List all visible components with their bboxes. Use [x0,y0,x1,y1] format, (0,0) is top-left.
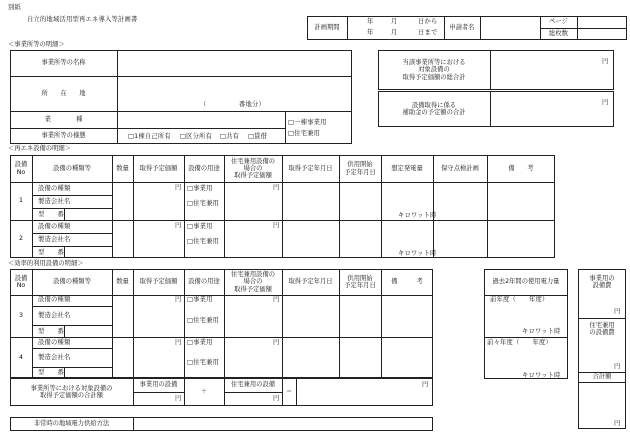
sum-label: 事業所等における対象設備の 取得予定価額の合計額 [30,384,113,399]
applicant-name-field[interactable] [481,17,539,39]
eff-header-remarks: 備 考 [391,278,423,286]
eff-row-no: 3 [18,312,23,320]
housing-equipment-yen: 円 [273,395,280,402]
sum-total-yen: 円 [422,381,429,388]
prev-year-kwh: キロワット時 [522,328,561,335]
row-label-type: 設備の種類 [38,296,71,303]
past-usage-header: 過去2年間の使用電力量 [492,278,560,286]
row-label-type: 設備の種類 [38,339,71,346]
usage-option-housing[interactable]: □住宅兼用 [187,317,220,324]
building-option-business[interactable]: □一棟事業用 [288,119,327,126]
facility-section-title: ＜事業所等の明細＞ [8,41,65,48]
business-type-label: 業 種 [44,115,83,123]
month-label-2: 月 [391,29,398,36]
subsidy-label: 設備取得に係る 補助金の予定額の合計 [402,101,466,116]
gen-kwh: キロワット時 [398,250,437,257]
usage-option-business[interactable]: □事業用 [187,223,213,230]
form-option-shared[interactable]: □共有 [220,133,240,140]
from-day-label: 日から [418,18,438,25]
building-option-housing[interactable]: □住宅兼用 [288,130,321,137]
year-label-2: 年 [367,29,374,36]
form-option-rent[interactable]: □賃借 [248,133,268,140]
form-option-section[interactable]: □区分所有 [180,133,213,140]
eff-header-no: 設備 No [14,274,28,289]
total-yen: 円 [614,420,621,427]
month-label: 月 [391,18,398,25]
row-label-maker: 製造会社名 [38,354,71,361]
eff-header-shared-cost: 住宅兼用設備の 場合の 取得予定価額 [230,271,276,293]
total-cost-field[interactable] [491,51,596,89]
business-type-field[interactable] [118,112,284,127]
page-label: ページ [549,18,568,26]
ren-header-maint: 保守点検計画 [441,164,479,172]
year-label: 年 [367,18,374,25]
total-cost-label: 当該事業所等における 対象設備の 取得予定価額の総合計 [402,59,466,81]
facility-name-label: 事業所等の名称 [41,59,86,67]
row-label-model: 型 番 [38,369,64,376]
page-field[interactable] [578,17,626,27]
ren-header-start-date: 供用開始 予定年月日 [344,161,376,176]
ren-header-no: 設備 No [14,161,28,176]
prev2-year-kwh: キロワット時 [522,372,561,379]
ren-row-no: 1 [18,197,23,205]
row-label-model: 型 番 [38,249,64,256]
row-label-maker: 製造会社名 [38,312,71,319]
total-label: 合計額 [592,373,612,381]
usage-option-housing[interactable]: □住宅兼用 [187,238,220,245]
total-pages-field[interactable] [578,29,626,39]
biz-equipment-yen: 円 [175,395,182,402]
address-hint: （ 番地分） [200,101,265,108]
form-option-own[interactable]: □1棟自己所有 [128,133,171,140]
row-label-type: 設備の種類 [38,223,71,230]
usage-option-housing[interactable]: □住宅兼用 [187,359,220,366]
eff-header-start-date: 供用開始 予定年月日 [344,274,376,289]
plus-sign: ＋ [200,388,208,396]
renewable-section-title: ＜再エネ設備の明細＞ [8,145,71,152]
prev2-year-label: 前々年度（ 年度） [487,339,552,346]
attachment-label: 別紙 [8,4,21,11]
cost-yen: 円 [175,184,182,191]
plan-period-label: 計画期間 [314,24,340,32]
emergency-label: 非常時の地域電力供給方法 [33,420,110,428]
biz-cost-header: 事業用の 設備費 [589,274,615,289]
cost-yen: 円 [175,296,182,303]
cost-yen: 円 [175,222,182,229]
eff-row-no: 4 [18,353,23,361]
subsidy-yen: 円 [602,99,609,106]
cost-yen: 円 [175,339,182,346]
housing-equipment-label: 住宅兼用の設備 [230,381,276,389]
address-label: 所 在 地 [41,89,86,97]
row-label-model: 型 番 [38,328,64,335]
shared-cost-yen: 円 [273,184,280,191]
ren-row-no: 2 [18,235,23,243]
eff-header-acq-date: 取得予定年月日 [288,278,333,286]
housing-cost-label: 住宅兼用 の設備費 [589,321,615,336]
applicant-label: 申請者名 [449,24,475,32]
ren-header-cost: 取得予定価額 [139,164,178,172]
housing-cost-yen: 円 [614,363,621,370]
eff-header-cost: 取得予定価額 [139,278,178,286]
row-label-maker: 製造会社名 [38,236,71,243]
gen-kwh: キロワット時 [398,212,437,219]
eff-header-qty: 数量 [116,278,129,286]
efficiency-section-title: ＜効率的利用設備の明細＞ [8,260,84,267]
ren-header-acq-date: 取得予定年月日 [288,164,333,172]
biz-equipment-label: 事業用の設備 [139,381,178,389]
shared-cost-yen: 円 [273,339,280,346]
ren-header-shared-cost: 住宅兼用設備の 場合の 取得予定価額 [230,157,276,180]
equals-sign: ＝ [285,388,293,396]
prev-year-label: 前年度（ 年度） [490,296,549,303]
usage-option-business[interactable]: □事業用 [187,339,213,346]
ren-header-type: 設備の種類等 [53,164,91,172]
address-field[interactable] [118,77,351,101]
row-label-type: 設備の種類 [38,185,71,192]
total-pages-label: 総枚数 [549,30,568,38]
eff-header-type: 設備の種類等 [53,278,91,286]
ren-header-qty: 数量 [116,164,129,172]
subsidy-field[interactable] [491,92,596,126]
biz-cost-yen: 円 [614,308,621,315]
ren-header-remarks: 備 考 [508,164,534,172]
facility-form-label: 事業所等の様態 [41,132,86,140]
to-day-label: 日まで [418,29,438,36]
usage-option-housing[interactable]: □住宅兼用 [187,200,220,207]
row-label-maker: 製造会社名 [38,198,71,205]
row-label-model: 型 番 [38,211,64,218]
usage-option-business[interactable]: □事業用 [187,185,213,192]
ren-header-gen: 想定発電量 [391,164,423,172]
shared-cost-yen: 円 [273,296,280,303]
usage-option-business[interactable]: □事業用 [187,296,213,303]
emergency-field[interactable] [134,418,432,430]
form-title: 自立的地域活用型再エネ導入等計画書 [27,16,138,23]
total-cost-yen: 円 [602,58,609,65]
shared-cost-yen: 円 [273,222,280,229]
ren-header-usage: 設備の用途 [188,164,220,172]
eff-header-usage: 設備の用途 [188,278,220,286]
facility-name-field[interactable] [118,51,351,75]
